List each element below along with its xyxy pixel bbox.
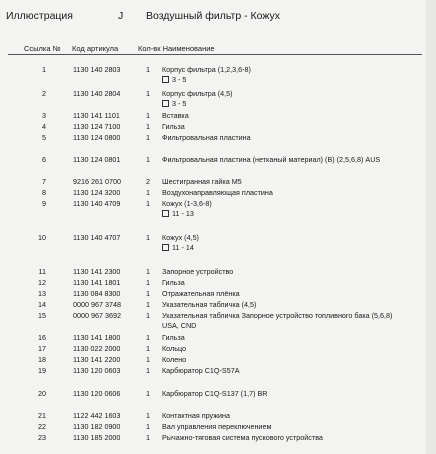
ref-number: 20 xyxy=(38,389,46,398)
part-code: 1130 124 7100 xyxy=(73,122,121,131)
ref-number: 11 xyxy=(38,267,46,276)
part-name: Корпус фильтра (4,5) xyxy=(162,89,233,98)
part-name: Фильтровальная пластина (нетканый материал) (B) (2,5,6,8) AUS xyxy=(162,155,381,164)
ref-number: 12 xyxy=(38,278,46,287)
quantity: 1 xyxy=(146,422,150,431)
checkbox-square-icon xyxy=(162,100,169,107)
table-row xyxy=(0,344,426,354)
part-name: Шестигранная гайка M5 xyxy=(162,177,242,186)
table-row xyxy=(0,433,426,443)
part-code: 0000 967 3692 xyxy=(73,311,121,320)
table-row xyxy=(0,267,426,277)
part-code: 1130 141 2300 xyxy=(73,267,121,276)
part-name: Воздухонаправляющая пластина xyxy=(162,188,273,197)
illustration-code: J xyxy=(118,10,124,22)
part-code: 1130 140 2803 xyxy=(73,65,121,74)
quantity: 1 xyxy=(146,111,150,120)
part-code: 1130 141 2200 xyxy=(73,355,121,364)
quantity: 1 xyxy=(146,333,150,342)
quantity: 1 xyxy=(146,155,150,164)
part-code: 1130 120 0603 xyxy=(73,366,121,375)
table-row xyxy=(0,422,426,432)
part-name: Рычажно-тяговая система пускового устройства xyxy=(162,433,323,442)
part-code: 1130 141 1101 xyxy=(73,111,120,120)
quantity: 1 xyxy=(146,433,150,442)
table-row xyxy=(0,333,426,343)
part-code: 0000 967 3748 xyxy=(73,300,121,309)
part-name: Гильза xyxy=(162,333,185,342)
part-code: 9216 261 0700 xyxy=(73,177,121,186)
quantity: 1 xyxy=(146,289,150,298)
ref-number: 21 xyxy=(38,411,46,420)
part-code: 1130 124 0801 xyxy=(73,155,121,164)
table-row xyxy=(0,300,426,310)
serial-range xyxy=(162,99,186,108)
ref-number: 14 xyxy=(38,300,46,309)
ref-number: 17 xyxy=(38,344,46,353)
part-code: 1130 182 0900 xyxy=(73,422,121,431)
part-name: Вал управления переключением xyxy=(162,422,272,431)
part-code: 1130 124 3200 xyxy=(73,188,121,197)
ref-number: 13 xyxy=(38,289,46,298)
part-name: Кожух (4,5) xyxy=(162,233,199,242)
ref-number: 3 xyxy=(42,111,46,120)
table-row xyxy=(0,65,426,75)
table-row xyxy=(0,278,426,288)
quantity: 1 xyxy=(146,311,150,320)
part-name: Кожух (1-3,6-8) xyxy=(162,199,212,208)
part-name: Отражательная плёнка xyxy=(162,289,240,298)
quantity: 1 xyxy=(146,389,150,398)
table-row xyxy=(0,389,426,399)
part-name: Контактная пружина xyxy=(162,411,231,420)
ref-number: 16 xyxy=(38,333,46,342)
serial-range-text: 11 - 13 xyxy=(172,209,194,218)
column-header-code: Код артикула xyxy=(72,44,119,53)
quantity: 1 xyxy=(146,278,150,287)
ref-number: 5 xyxy=(42,133,46,142)
ref-number: 1 xyxy=(42,65,46,74)
part-code: 1122 442 1603 xyxy=(73,411,121,420)
ref-number: 9 xyxy=(42,199,46,208)
part-name: Карбюратор C1Q-S137 (1,7) BR xyxy=(162,389,268,398)
part-code: 1130 124 0800 xyxy=(73,133,121,142)
market-codes: USA, CND xyxy=(162,321,197,330)
part-code: 1130 120 0606 xyxy=(73,389,121,398)
part-code: 1130 140 4709 xyxy=(73,199,121,208)
serial-range-text: 11 - 14 xyxy=(172,243,194,252)
column-header-qty-name: Кол-вк Наименование xyxy=(138,44,215,53)
ref-number: 10 xyxy=(38,233,46,242)
table-row xyxy=(0,199,426,209)
serial-range xyxy=(162,243,194,252)
table-row xyxy=(0,177,426,187)
table-row xyxy=(0,233,426,243)
table-row xyxy=(0,111,426,121)
part-code: 1130 022 2000 xyxy=(73,344,121,353)
part-name: Указательная табличка (4,5) xyxy=(162,300,257,309)
serial-range-text: 3 - 5 xyxy=(172,75,187,84)
serial-range xyxy=(162,209,194,218)
table-row xyxy=(0,188,426,198)
section-title: Воздушный фильтр - Кожух xyxy=(146,10,280,22)
header-divider xyxy=(8,54,422,55)
part-code: 1130 141 1800 xyxy=(73,333,121,342)
part-name: Карбюратор C1Q-S57A xyxy=(162,366,240,375)
page-edge xyxy=(426,0,436,454)
quantity: 1 xyxy=(146,199,150,208)
part-name: Кольцо xyxy=(162,344,186,353)
ref-number: 18 xyxy=(38,355,46,364)
ref-number: 22 xyxy=(38,422,46,431)
illustration-label: Иллюстрация xyxy=(6,10,73,22)
serial-range-text: 3 - 5 xyxy=(172,99,187,108)
part-name: Гильза xyxy=(162,278,185,287)
part-name: Запорное устройство xyxy=(162,267,234,276)
quantity: 1 xyxy=(146,267,150,276)
column-header-ref: Ссылка № xyxy=(24,44,61,53)
table-row xyxy=(0,155,426,165)
ref-number: 19 xyxy=(38,366,46,375)
part-name: Указательная табличка Запорное устройство топливного бака (5,6,8) xyxy=(162,311,393,320)
checkbox-square-icon xyxy=(162,76,169,83)
table-row xyxy=(0,366,426,376)
table-row xyxy=(0,411,426,421)
quantity: 2 xyxy=(146,177,150,186)
table-row xyxy=(0,355,426,365)
quantity: 1 xyxy=(146,122,150,131)
part-code: 1130 185 2000 xyxy=(73,433,121,442)
quantity: 1 xyxy=(146,233,150,242)
ref-number: 23 xyxy=(38,433,46,442)
table-row xyxy=(0,133,426,143)
quantity: 1 xyxy=(146,188,150,197)
ref-number: 8 xyxy=(42,188,46,197)
part-name: Колено xyxy=(162,355,187,364)
table-row xyxy=(0,122,426,132)
quantity: 1 xyxy=(146,89,150,98)
part-code: 1130 140 4707 xyxy=(73,233,121,242)
part-name: Вставка xyxy=(162,111,189,120)
part-name: Гильза xyxy=(162,122,185,131)
part-name: Корпус фильтра (1,2,3,6-8) xyxy=(162,65,251,74)
checkbox-square-icon xyxy=(162,244,169,251)
table-row xyxy=(0,289,426,299)
part-code: 1130 140 2804 xyxy=(73,89,121,98)
quantity: 1 xyxy=(146,65,150,74)
ref-number: 2 xyxy=(42,89,46,98)
ref-number: 4 xyxy=(42,122,46,131)
quantity: 1 xyxy=(146,133,150,142)
quantity: 1 xyxy=(146,411,150,420)
part-code: 1130 141 1801 xyxy=(73,278,121,287)
serial-range xyxy=(162,75,186,84)
table-row xyxy=(0,89,426,99)
quantity: 1 xyxy=(146,344,150,353)
quantity: 1 xyxy=(146,366,150,375)
ref-number: 15 xyxy=(38,311,46,320)
quantity: 1 xyxy=(146,355,150,364)
part-name: Фильтровальная пластина xyxy=(162,133,251,142)
ref-number: 6 xyxy=(42,155,46,164)
quantity: 1 xyxy=(146,300,150,309)
ref-number: 7 xyxy=(42,177,46,186)
checkbox-square-icon xyxy=(162,210,169,217)
table-row xyxy=(0,311,426,321)
part-code: 1130 084 8300 xyxy=(73,289,121,298)
